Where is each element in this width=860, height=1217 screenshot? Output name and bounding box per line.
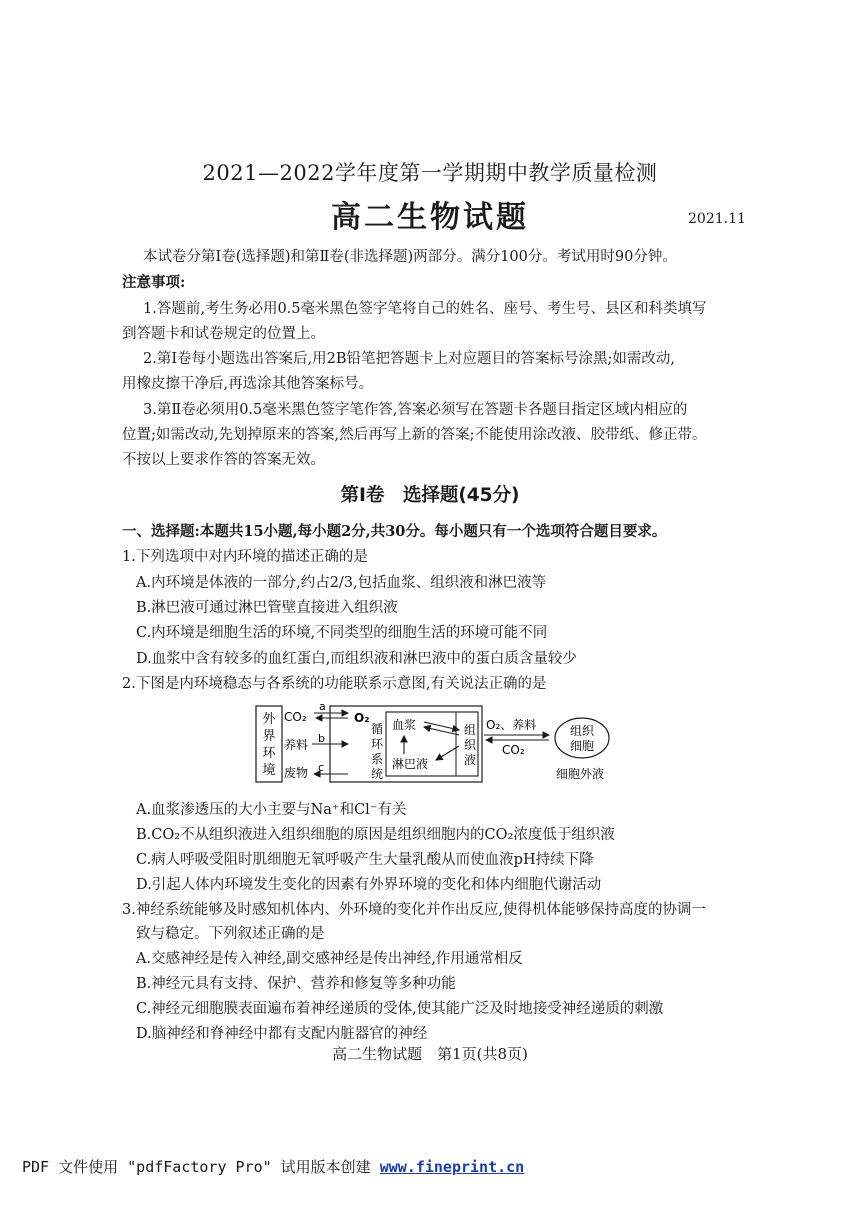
label-co2-right: CO₂ — [502, 743, 525, 757]
homeostasis-diagram — [252, 698, 622, 788]
circ-char-4: 统 — [370, 767, 384, 781]
label-plasma: 血浆 — [392, 718, 417, 732]
notice-2a: 2.第Ⅰ卷每小题选出答案后,用2B铅笔把答题卡上对应题目的答案标号涂黑;如需改动, — [143, 351, 676, 367]
circ-char-2: 环 — [370, 737, 384, 751]
q2-stem: 2.下图是内环境稳态与各系统的功能联系示意图,有关说法正确的是 — [122, 676, 547, 692]
q2-option-a: A.血浆渗透压的大小主要与Na⁺和Cl⁻有关 — [136, 802, 407, 818]
q2-option-b: B.CO₂不从组织液进入组织细胞的原因是组织细胞内的CO₂浓度低于组织液 — [136, 827, 615, 843]
circ-char-1: 循 — [370, 722, 384, 736]
outer-env-char-1: 外 — [262, 712, 276, 727]
label-o2-nutrients: O₂、养料 — [486, 718, 537, 732]
q3-option-d: D.脑神经和脊神经中都有支配内脏器官的神经 — [136, 1026, 428, 1042]
label-b: b — [318, 732, 325, 745]
pdf-creator-note — [22, 1156, 524, 1177]
notice-2b: 用橡皮擦干净后,再选涂其他答案标号。 — [122, 376, 374, 392]
label-a: a — [319, 700, 326, 713]
label-co2-left: CO₂ — [284, 710, 307, 724]
label-waste: 废物 — [284, 766, 309, 780]
q2-option-d: D.引起人体内环境发生变化的因素有外界环境的变化和体内细胞代谢活动 — [136, 877, 602, 893]
exam-title: 2021—2022学年度第一学期期中教学质量检测 — [202, 161, 658, 185]
notice-3a: 3.第Ⅱ卷必须用0.5毫米黑色签字笔作答,答案必须写在答题卡各题目指定区域内相应的 — [143, 402, 688, 418]
q1-option-d: D.血浆中含有较多的血红蛋白,而组织液和淋巴液中的蛋白质含量较少 — [136, 651, 577, 667]
outer-env-char-4: 境 — [262, 763, 276, 778]
notice-3b: 位置;如需改动,先划掉原来的答案,然后再写上新的答案;不能使用涂改液、胶带纸、修正带。 — [122, 427, 707, 443]
q1-option-a: A.内环境是体液的一部分,约占2/3,包括血浆、组织液和淋巴液等 — [136, 575, 547, 591]
pdf-note-text: PDF 文件使用 "pdfFactory Pro" 试用版本创建 — [22, 1158, 380, 1176]
section-instruction: 一、选择题:本题共15小题,每小题2分,共30分。每小题只有一个选项符合题目要求。 — [122, 523, 667, 540]
cell-line-2: 细胞 — [569, 739, 595, 753]
q1-option-c: C.内环境是细胞生活的环境,不同类型的细胞生活的环境可能不同 — [136, 625, 548, 641]
label-nutrients-left: 养料 — [284, 738, 309, 752]
q1-stem: 1.下列选项中对内环境的描述正确的是 — [122, 549, 368, 565]
label-c: c — [318, 761, 325, 774]
notice-1b: 到答题卡和试卷规定的位置上。 — [122, 326, 325, 342]
outer-env-char-3: 环 — [262, 746, 276, 761]
tissue-char-1: 组 — [463, 723, 477, 737]
q3-option-b: B.神经元具有支持、保护、营养和修复等多种功能 — [136, 976, 456, 992]
section-title: 第Ⅰ卷 选择题(45分) — [340, 485, 520, 506]
label-ecf: 细胞外液 — [555, 767, 605, 781]
q2-option-c: C.病人呼吸受阻时肌细胞无氧呼吸产生大量乳酸从而使血液pH持续下降 — [136, 852, 594, 868]
q3-stem-1: 3.神经系统能够及时感知机体内、外环境的变化并作出反应,使得机体能够保持高度的协调一 — [122, 902, 706, 918]
notice-3c: 不按以上要求作答的答案无效。 — [122, 452, 325, 468]
circ-char-3: 系 — [370, 752, 384, 766]
exam-date: 2021.11 — [688, 211, 746, 227]
exam-subtitle: 高二生物试题 — [331, 200, 529, 235]
notice-1a: 1.答题前,考生务必用0.5毫米黑色签字笔将自己的姓名、座号、考生号、县区和科类填写 — [143, 301, 707, 317]
fineprint-link[interactable]: www.fineprint.cn — [379, 1158, 525, 1176]
intro-line: 本试卷分第Ⅰ卷(选择题)和第Ⅱ卷(非选择题)两部分。满分100分。考试用时90分钟。 — [143, 249, 677, 265]
q3-option-c: C.神经元细胞膜表面遍布着神经递质的受体,使其能广泛及时地接受神经递质的刺激 — [136, 1001, 664, 1017]
label-lymph: 淋巴液 — [392, 757, 429, 771]
label-o2: O₂ — [354, 711, 370, 725]
tissue-char-3: 液 — [463, 753, 477, 767]
outer-env-char-2: 界 — [262, 729, 276, 744]
page-footer: 高二生物试题 第1页(共8页) — [332, 1045, 528, 1063]
q3-stem-2: 致与稳定。下列叙述正确的是 — [136, 926, 325, 942]
q1-option-b: B.淋巴液可通过淋巴管壁直接进入组织液 — [136, 600, 398, 616]
cell-line-1: 组织 — [569, 724, 595, 738]
tissue-char-2: 织 — [463, 738, 477, 752]
q3-option-a: A.交感神经是传入神经,副交感神经是传出神经,作用通常相反 — [136, 951, 523, 967]
notice-label: 注意事项: — [122, 274, 186, 291]
